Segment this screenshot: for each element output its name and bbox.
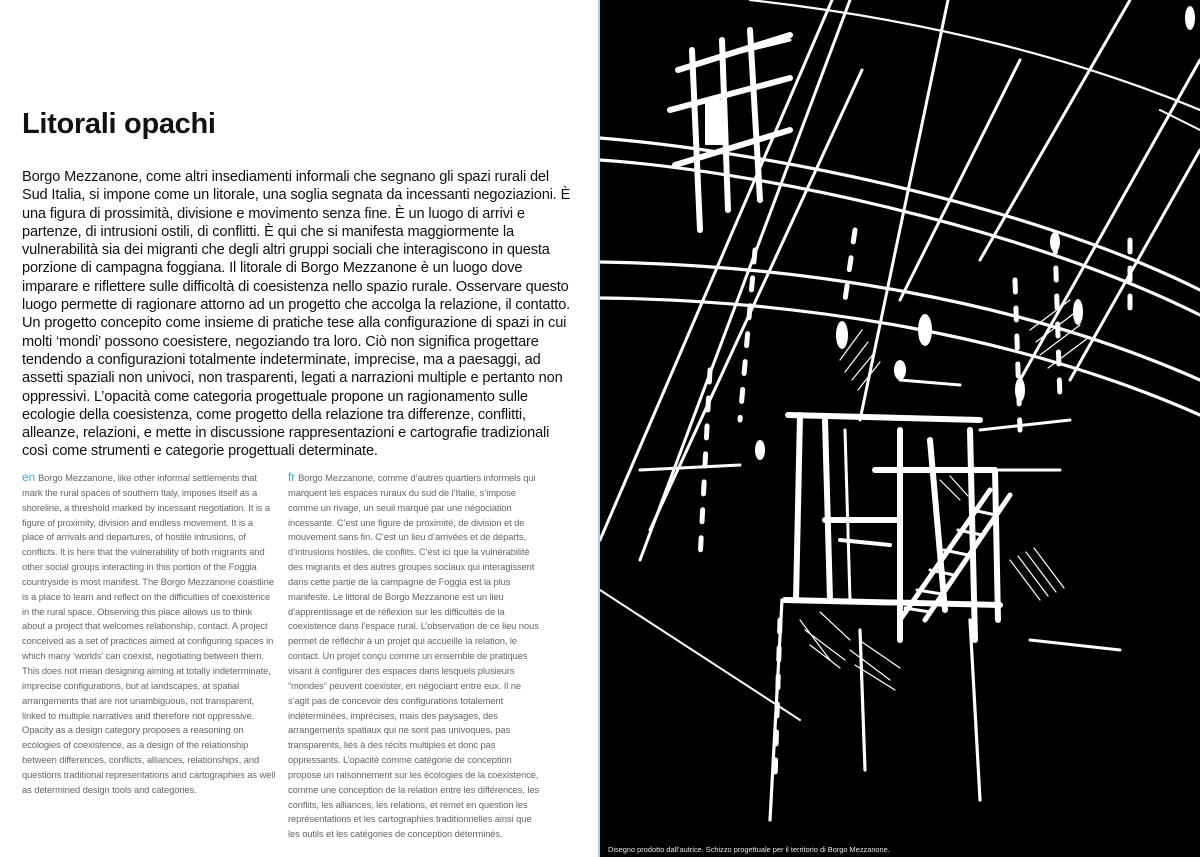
french-body-text: Borgo Mezzanone, comme d’autres quartiers informels qui marquent les espaces ruraux du sud de l’Italie, s’impose comme un rivage, un seuil marqué par une négociation incessante. C’est une figure de proximité, de division et de mouvement sans fin. C’est un lieu d’arrivées et de départs, d’intrusions hostiles, de conflits. C’est ici que la vulnérabilité des migrants et des autres groupes sociaux qui interagissent dans cette partie de la campagne de Foggia est la plus manifeste. Le littoral de Borgo Mezzanone est un lieu d’apprentissage et de réflexion sur les difficultés de la coexistence dans l’espace rural. L’observation de ce lieu nous permet de réfléchir à un projet qui accueille la relation, le contact. Un projet conçu comme un ensemble de pratiques visant à configurer des espaces dans lesquels plusieurs “mondes” peuvent coexister, en négociant entre eux. Il ne s’agit pas de concevoir des configurations totalement indéterminées, imprécises, mais des paysages, des arrangements spatiaux qui ne sont pas univoques, pas transparents, liés à des récits multiples et donc pas oppressants. L’opacité comme catégorie de conception propose un raisonnement sur les écologies de la coexistence, comme une conception de la relation entre les différences, les conflits, les alliances, les relations, et remet en question les représentations et les cartographies traditionnelles ainsi que les outils et les catégories de conception déterminés. — [288, 472, 540, 840]
sketch-building — [785, 415, 1000, 640]
english-column — [22, 470, 276, 798]
sketch-verticals — [770, 600, 980, 820]
sketch-page — [600, 0, 1200, 857]
sketch-cross-strokes — [640, 380, 1120, 650]
sketch-drawing — [600, 0, 1200, 857]
sketch-grid-top — [670, 30, 790, 230]
french-lang-label: fr — [288, 470, 296, 484]
french-column — [288, 470, 542, 842]
page-title: Litorali opachi — [22, 108, 216, 140]
english-body-text: Borgo Mezzanone, like other informal settlements that mark the rural spaces of southern Italy, imposes itself as a shoreline, a threshold marked by incessant negotiation. It is a figure of proximity, division and endless movement. It is a place of arrivals and departures, of hostile intrusions, of conflicts. It is here that the vulnerability of both migrants and other social groups interacting in this portion of the Foggia countryside is most manifest. The Borgo Mezzanone coastline is a place to learn and reflect on the difficulties of coexistence in the rural space. Observing this place allows us to think about a project that welcomes relationship, contact. A project conceived as a set of practices aimed at configuring spaces in which many ‘worlds’ can coexist, negotiating between them. This does not mean designing aiming at totally indeterminate, imprecise configurations, but at landscapes, at spatial arrangements that are not unambiguous, not transparent, linked to multiple narratives and therefore not oppressive. Opacity as a design category proposes a reasoning on ecologies of coexistence, as a design of the relationship between differences, conflicts, alliances, relationships, and questions traditional representations and cartographies as well as determined design tools and categories. — [22, 472, 276, 795]
left-page — [0, 0, 598, 857]
english-lang-label: en — [22, 470, 36, 484]
italian-body-text: Borgo Mezzanone, come altri insediamenti informali che segnano gli spazi rurali del Sud Italia, si impone come un litorale, una soglia segnata da incessanti negoziazioni. È una figura di prossimità, divisione e movimento senza fine. È un luogo di arrivi e partenze, di intrusioni ostili, di conflitti. È qui che si manifesta maggiormente la vulnerabilità sia dei migranti che degli altri gruppi sociali che interagiscono in questa porzione di campagna foggiana. Il litorale di Borgo Mezzanone è un luogo dove imparare e riflettere sulle difficoltà di coesistenza nello spazio rurale. Osservare questo luogo permette di ragionare attorno ad un progetto che accolga la relazione, il contatto. Un progetto concepito come insieme di pratiche tese alla configurazione di spazi in cui molti ‘mondi’ possono coesistere, negoziando tra loro. Ciò non significa progettare tendendo a configurazioni totalmente indeterminate, imprecise, ma a paesaggi, ad assetti spaziali non univoci, non trasparenti, legati a narrazioni multiple e pertanto non oppressivi. L’opacità come categoria progettuale propone un ragionamento sulle ecologie della coesistenza, come progetto della relazione tra differenze, conflitti, alleanze, relazioni, e mette in discussione rappresentazioni e cartografie tradizionali così come strumenti e categorie progettuali determinate. — [22, 169, 571, 460]
figure-caption: Disegno prodotto dall’autrice. Schizzo progettuale per il territorio di Borgo Mezzanone. — [608, 845, 890, 854]
